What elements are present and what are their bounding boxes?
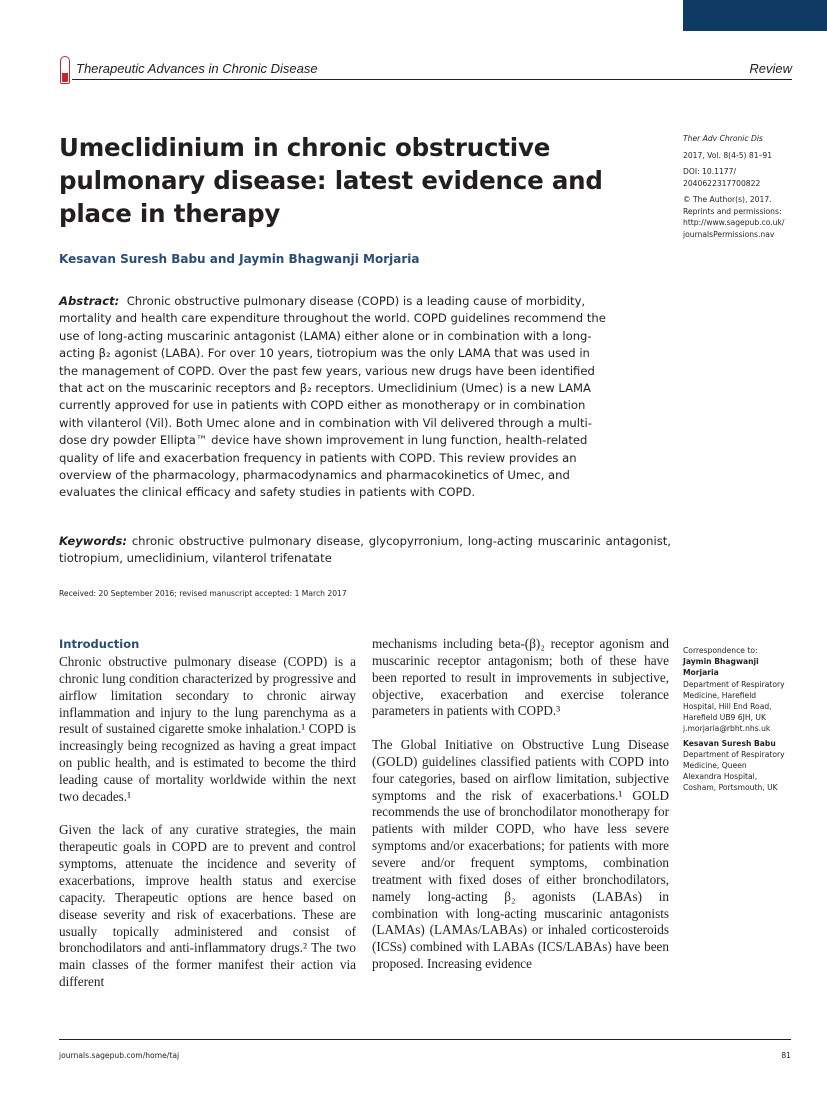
correspondence-sidebar (683, 645, 801, 794)
abstract-line: mortality and health care expenditure throughout the world. COPD guidelines recommend the (59, 311, 606, 326)
abstract-line: dose dry powder Ellipta™ device have shown improvement in lung function, health-related (59, 433, 588, 448)
body-column-left (59, 654, 356, 991)
abstract-line: with vilanterol (Vil). Both Umec alone and in combination with Vil delivered through a multi- (59, 415, 592, 430)
doi-link[interactable]: 2040622317700822 (683, 178, 761, 188)
abstract-line: that act on the muscarinic receptors and β₂ receptors. Umeclidinium (Umec) is a new LAMA (59, 381, 591, 396)
journal-logo-icon (60, 56, 70, 84)
abstract (59, 293, 671, 502)
body-paragraph: mechanisms including beta-(β)₂ receptor agonism and muscarinic receptor antagonism; both of these have been reported to result in improvements in subjective, objective, exacerbation and exercise tolerance parameters in patients with COPD.³ (372, 636, 669, 719)
correspondent-name-cont: Morjaria (683, 668, 719, 678)
corner-color-block (683, 0, 827, 31)
abstract-line: overview of the pharmacology, pharmacodynamics and pharmacokinetics of Umec, and (59, 468, 570, 483)
abstract-label: Abstract: (59, 294, 120, 308)
reprints-link-cont[interactable]: journalsPermissions.nav (683, 229, 775, 239)
doi-label: DOI: 10.1177/ (683, 167, 736, 176)
affiliation-line: Cosham, Portsmouth, UK (683, 783, 778, 793)
affiliation-line: Department of Respiratory (683, 679, 785, 689)
section-heading-introduction: Introduction (59, 637, 140, 651)
affiliation-line: Hospital, Hill End Road, (683, 702, 772, 712)
affiliation-line: Department of Respiratory (683, 749, 785, 759)
keywords (59, 533, 671, 568)
copyright: © The Author(s), 2017. (683, 195, 772, 204)
reprints-label: Reprints and permissions: (683, 206, 782, 216)
abstract-line: currently approved for use in patients with COPD either as monotherapy or in combination (59, 398, 586, 413)
affiliation-line: Medicine, Queen (683, 761, 747, 771)
abstract-line: the management of COPD. Over the past few years, various new drugs have been identified (59, 363, 595, 378)
journal-abbrev: Ther Adv Chronic Dis (683, 134, 763, 143)
coauthor-name: Kesavan Suresh Babu (683, 738, 776, 748)
citation-sidebar (683, 133, 798, 240)
body-paragraph: Given the lack of any curative strategies, the main therapeutic goals in COPD are to prevent and control symptoms, attenuate the incidence and severity of exacerbations, improve health status and exercise capacity. Therapeutic options are hence based on disease severity and risk of exacerbations. These are usually topically administered and consist of bronchodilators and anti-inflammatory drugs.² The two main classes of the former manifest their action via different (59, 822, 356, 990)
correspondence-label: Correspondence to: (683, 646, 758, 655)
email-link[interactable]: j.morjaria@rbht.nhs.uk (683, 724, 771, 734)
abstract-line: evaluates the clinical efficacy and safety studies in patients with COPD. (59, 485, 476, 500)
body-paragraph: The Global Initiative on Obstructive Lung Disease (GOLD) guidelines classified patients with COPD into four categories, based on airflow limitation, subjective symptoms and the risk of exacerbations.¹ GOLD recommends the use of bronchodilator monotherapy for patients with milder COPD, who have less severe symptoms and/or exacerbations; for patients with more severe and/or frequent symptoms, combination treatment with fixed doses of either bronchodilators, namely long-acting β₂ agonists (LABAs) in combination with long-acting muscarinic antagonists (LAMAs) (LAMAs/LABAs) or inhaled corticosteroids (ICSs) combined with LABAs (ICS/LABAs) have been proposed. Increasing evidence (372, 737, 669, 972)
abstract-line: use of long-acting muscarinic antagonist (LAMA) either alone or in combination with a long- (59, 328, 592, 343)
journal-name: Therapeutic Advances in Chronic Disease (76, 61, 318, 76)
affiliation-line: Alexandra Hospital, (683, 772, 758, 782)
affiliation-line: Harefield UB9 6JH, UK (683, 713, 766, 723)
body-paragraph: Chronic obstructive pulmonary disease (COPD) is a chronic lung condition characterized by progressive and airflow limitation secondary to chronic airway inflammation and injury to the lung parenchyma as a result of sustained cigarette smoke inhalation.¹ COPD is increasingly being recognized as having a great impact on public health, and is estimated to become the third leading cause of mortality worldwide within the next two decades.¹ (59, 654, 356, 804)
abstract-line: acting β₂ agonist (LABA). For over 10 years, tiotropium was the only LAMA that was used in (59, 346, 590, 361)
footer-rule (59, 1039, 791, 1040)
reprints-link[interactable]: http://www.sagepub.co.uk/ (683, 218, 785, 227)
abstract-line: quality of life and exacerbation frequency in patients with COPD. This review provides an (59, 450, 577, 465)
correspondent-name: Jaymin Bhagwanji (683, 657, 759, 667)
title-line: place in therapy (59, 199, 281, 228)
article-type: Review (749, 61, 792, 76)
body-column-right (372, 636, 669, 973)
footer-journal-url[interactable]: journals.sagepub.com/home/taj (59, 1051, 180, 1060)
abstract-line: Abstract: Chronic obstructive pulmonary disease (COPD) is a leading cause of morbidity, (59, 294, 586, 308)
affiliation-line: Medicine, Harefield (683, 690, 757, 700)
page-number: 81 (781, 1051, 791, 1060)
received-dates: Received: 20 September 2016; revised manuscript accepted: 1 March 2017 (59, 589, 347, 598)
title-line: pulmonary disease: latest evidence and (59, 166, 603, 195)
header-rule (72, 79, 792, 80)
citation: 2017, Vol. 8(4-5) 81–91 (683, 150, 773, 160)
title-line: Umeclidinium in chronic obstructive (59, 133, 551, 162)
author-list: Kesavan Suresh Babu and Jaymin Bhagwanji Morjaria (59, 252, 420, 266)
keywords-label: Keywords: (59, 534, 127, 548)
article-title (59, 131, 619, 230)
keywords-text: chronic obstructive pulmonary disease, glycopyrronium, long-acting muscarinic antagonist, tiotropium, umeclidinium, vilanterol trifenatate (59, 534, 671, 566)
